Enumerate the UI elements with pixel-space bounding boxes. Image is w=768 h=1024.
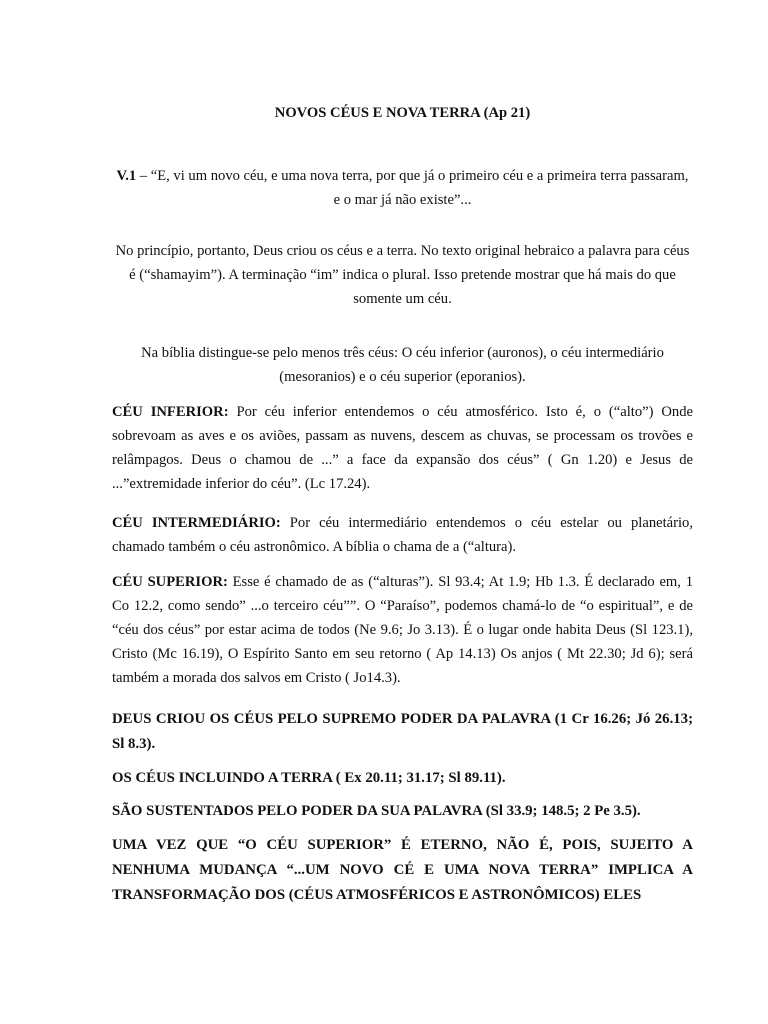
biblia-paragraph: Na bíblia distingue-se pelo menos três céus: O céu inferior (auronos), o céu intermediário (mesoranios) e o céu superior (eporanios).: [141, 345, 664, 385]
caps-paragraph-4: UMA VEZ QUE “O CÉU SUPERIOR” É ETERNO, NÃO É, POIS, SUJEITO A NENHUMA MUDANÇA “...UM NOVO CÉ E UMA NOVA TERRA” IMPLICA A TRANSFORMAÇÃO DOS (CÉUS ATMOSFÉRICOS E ASTRONÔMICOS) ELES: [112, 837, 693, 903]
ceu-superior-paragraph: [112, 570, 693, 690]
caps-paragraph-1: DEUS CRIOU OS CÉUS PELO SUPREMO PODER DA PALAVRA (1 Cr 16.26; Jó 26.13; Sl 8.3).: [112, 711, 693, 752]
ceu-intermediario-label: CÉU INTERMEDIÁRIO:: [112, 515, 281, 531]
caps-paragraph-2: OS CÉUS INCLUINDO A TERRA ( Ex 20.11; 31.17; Sl 89.11).: [112, 770, 506, 786]
ceu-inferior-label: CÉU INFERIOR:: [112, 404, 229, 420]
verse-1-paragraph: [112, 164, 693, 212]
ceu-intermediario-paragraph: [112, 511, 693, 559]
document-title: NOVOS CÉUS E NOVA TERRA (Ap 21): [274, 105, 531, 121]
ceu-superior-text: Esse é chamado de as (“alturas”). Sl 93.4; At 1.9; Hb 1.3. É declarado em, 1 Co 12.2, como sendo” ...o terceiro céu””. O “Paraíso”, podemos chamá-lo de “o espiritual”, e de “céu dos céus” por estar acima de todos (Ne 9.6; Jo 3.13). É o lugar onde habita Deus (Sl 123.1), Cristo (Mc 16.19), O Espírito Santo em seu retorno ( Ap 14.13) Os anjos ( Mt 22.30; Jd 6); será também a morada dos salvos em Cristo ( Jo14.3).: [112, 574, 693, 686]
ceu-superior-label: CÉU SUPERIOR:: [112, 574, 228, 590]
verse-1-text: – “E, vi um novo céu, e uma nova terra, por que já o primeiro céu e a primeira terra passaram, e o mar já não existe”...: [136, 168, 689, 208]
caps-paragraph-3: SÃO SUSTENTADOS PELO PODER DA SUA PALAVRA (Sl 33.9; 148.5; 2 Pe 3.5).: [112, 803, 641, 819]
ceu-inferior-paragraph: [112, 400, 693, 496]
ceu-intermediario-text: Por céu intermediário entendemos o céu estelar ou planetário, chamado também o céu astronômico. A bíblia o chama de a (“altura).: [112, 515, 693, 555]
verse-1-label: V.1: [116, 168, 137, 184]
principio-paragraph: No princípio, portanto, Deus criou os céus e a terra. No texto original hebraico a palavra para céus é (“shamayim”). A terminação “im” indica o plural. Isso pretende mostrar que há mais do que somente um céu.: [115, 243, 690, 307]
ceu-inferior-text: Por céu inferior entendemos o céu atmosférico. Isto é, o (“alto”) Onde sobrevoam as aves e os aviões, passam as nuvens, descem as chuvas, se processam os trovões e relâmpagos. Deus o chamou de ...” a face da expansão dos céus” ( Gn 1.20) e Jesus de ...”extremidade inferior do céu”. (Lc 17.24).: [112, 404, 693, 492]
